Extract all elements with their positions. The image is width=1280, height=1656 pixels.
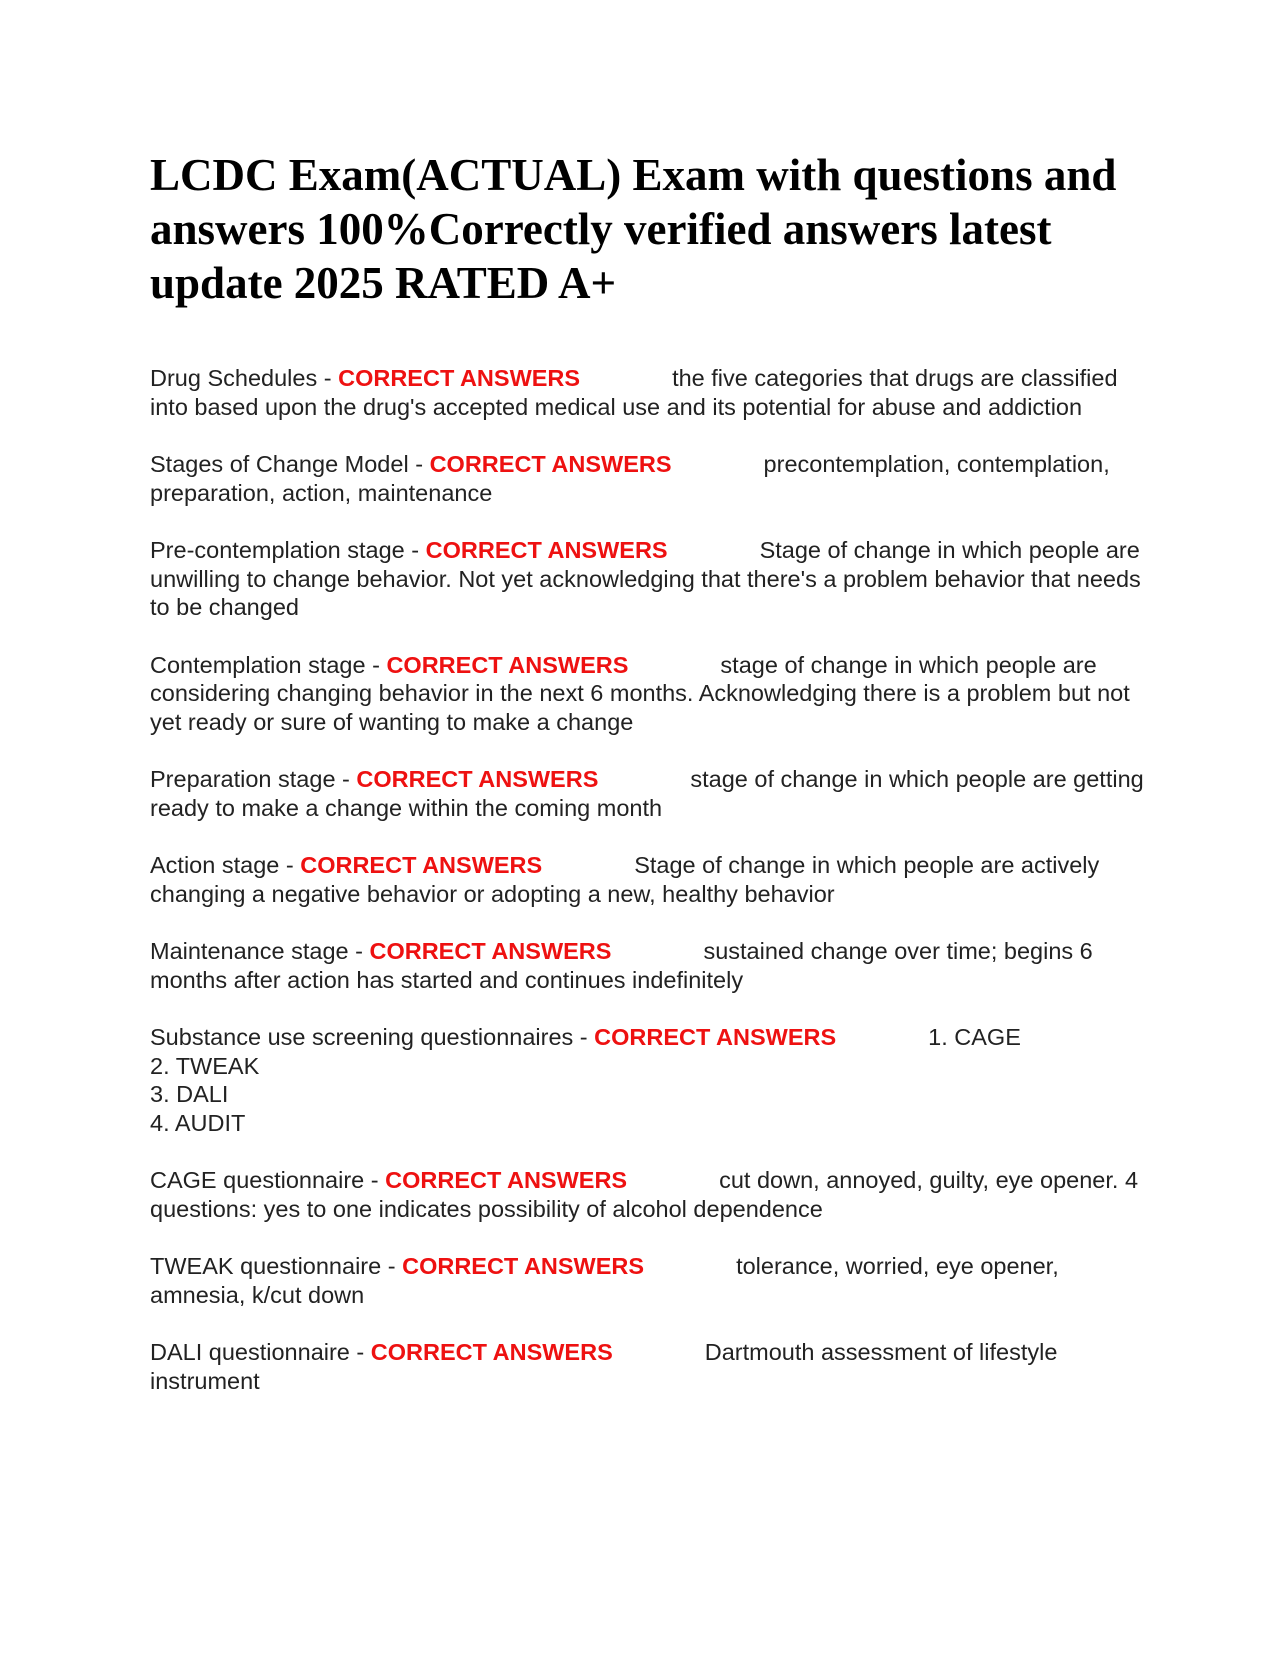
- entry-answer: Stage of change in which people are actively changing a negative behavior or adopting a new, healthy behavior: [150, 852, 1100, 907]
- entry-answer: stage of change in which people are getting ready to make a change within the coming month: [150, 766, 1144, 821]
- correct-answers-tag: CORRECT ANSWERS: [356, 766, 599, 792]
- entry-pre-contemplation-stage: [150, 536, 1150, 622]
- entry-term: Action stage: [150, 852, 280, 878]
- correct-answers-tag: CORRECT ANSWERS: [594, 1024, 837, 1050]
- entry-separator: -: [349, 1339, 371, 1365]
- entry-separator: -: [573, 1024, 595, 1050]
- entry-list: [150, 364, 1150, 1424]
- entry-contemplation-stage: [150, 651, 1150, 737]
- entry-term: CAGE questionnaire: [150, 1167, 365, 1193]
- correct-answers-tag: CORRECT ANSWERS: [369, 938, 612, 964]
- entry-cage-questionnaire: [150, 1166, 1150, 1223]
- entry-separator: -: [348, 938, 370, 964]
- entry-answer-line: 2. TWEAK: [150, 1052, 260, 1079]
- entry-separator: -: [317, 365, 339, 391]
- entry-answer: sustained change over time; begins 6 months after action has started and continues indefinitely: [150, 938, 1093, 993]
- entry-answer: tolerance, worried, eye opener, amnesia, k/cut down: [150, 1253, 1059, 1308]
- correct-answers-tag: CORRECT ANSWERS: [402, 1253, 645, 1279]
- entry-separator: -: [404, 537, 426, 563]
- entry-answer: 1. CAGE: [928, 1024, 1021, 1050]
- entry-term: Substance use screening questionnaires: [150, 1024, 574, 1050]
- entry-separator: -: [381, 1253, 403, 1279]
- entry-answer: cut down, annoyed, guilty, eye opener. 4 questions: yes to one indicates possibility of alcohol dependence: [150, 1167, 1139, 1222]
- entry-answer: Dartmouth assessment of lifestyle instrument: [150, 1339, 1058, 1394]
- entry-dali-questionnaire: [150, 1338, 1150, 1395]
- entry-answer-line: 3. DALI: [150, 1081, 229, 1107]
- correct-answers-tag: CORRECT ANSWERS: [429, 451, 672, 477]
- entry-screening-questionnaires: [150, 1023, 1150, 1137]
- document-title: LCDC Exam(ACTUAL) Exam with questions and answers 100%Correctly verified answers latest update 2025 RATED A+: [150, 150, 1117, 308]
- entry-separator: -: [365, 651, 387, 678]
- correct-answers-tag: CORRECT ANSWERS: [300, 852, 543, 878]
- correct-answers-tag: CORRECT ANSWERS: [338, 365, 581, 391]
- entry-term: Stages of Change Model: [150, 451, 409, 477]
- entry-separator: -: [408, 451, 430, 477]
- entry-maintenance-stage: [150, 937, 1150, 994]
- correct-answers-tag: CORRECT ANSWERS: [385, 1167, 628, 1193]
- entry-answer: Stage of change in which people are unwilling to change behavior. Not yet acknowledging that there's a problem behavior that needs to be changed: [150, 537, 1141, 620]
- entry-action-stage: [150, 851, 1150, 908]
- entry-answer: stage of change in which people are considering changing behavior in the next 6 months. Acknowledging there is a problem but not yet ready or sure of wanting to make a change: [150, 651, 1130, 735]
- entry-preparation-stage: [150, 765, 1150, 822]
- entry-answer: precontemplation, contemplation, preparation, action, maintenance: [150, 451, 1110, 506]
- correct-answers-tag: CORRECT ANSWERS: [386, 651, 629, 678]
- entry-separator: -: [279, 852, 301, 878]
- entry-stages-of-change-model: [150, 450, 1150, 507]
- entry-term: DALI questionnaire: [150, 1339, 350, 1365]
- correct-answers-tag: CORRECT ANSWERS: [370, 1339, 613, 1365]
- entry-separator: -: [335, 766, 357, 792]
- entry-term: Preparation stage: [150, 766, 336, 792]
- entry-tweak-questionnaire: [150, 1252, 1150, 1309]
- entry-drug-schedules: [150, 364, 1150, 421]
- entry-answer-line: 4. AUDIT: [150, 1109, 246, 1136]
- entry-term: TWEAK questionnaire: [150, 1253, 382, 1279]
- entry-term: Contemplation stage: [150, 651, 366, 678]
- entry-term: Drug Schedules: [150, 365, 318, 391]
- entry-term: Maintenance stage: [150, 938, 349, 964]
- entry-answer: the five categories that drugs are classified into based upon the drug's accepted medical use and its potential for abuse and addiction: [150, 365, 1118, 420]
- entry-separator: -: [364, 1167, 386, 1193]
- entry-term: Pre-contemplation stage: [150, 537, 405, 563]
- correct-answers-tag: CORRECT ANSWERS: [425, 537, 668, 563]
